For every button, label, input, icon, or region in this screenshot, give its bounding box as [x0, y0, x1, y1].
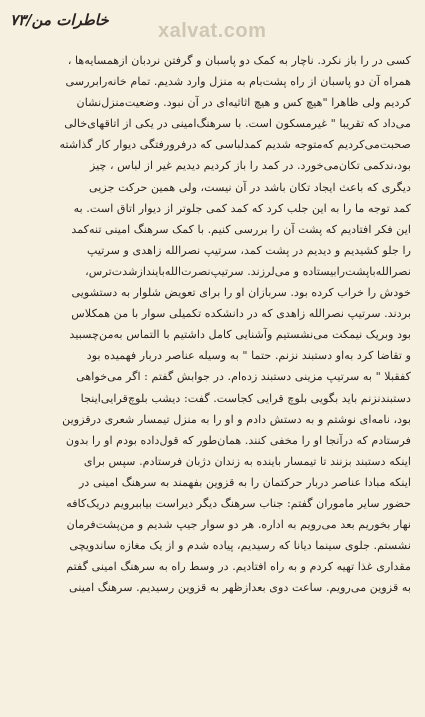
- text-line: کفقبلا " به سرتیپ مزینی دستبند زده‌ام. در جوابش گفتم : اگر می‌خواهی: [76, 370, 411, 384]
- text-line: بردند. سرتیپ نصرالله زاهدی که در دانشکده تکمیلی سوار با من همکلاس: [71, 307, 411, 321]
- text-line: این فکر افتادیم که پشت آن را بررسی کنیم. با کمک سرهنگ امینی تنه‌کمد: [71, 222, 411, 236]
- text-line: همراه آن دو پاسبان از راه پشت‌بام به منزل وارد شدیم. تمام خانه‌رابررسی: [65, 75, 411, 89]
- text-line: اینکه مبادا عناصر دربار حرکتمان را به قزوین بفهمند به سرهنگ امینی در: [79, 475, 411, 489]
- text-line: به قزوین می‌رویم. ساعت دوی بعدازظهر به قزوین رسیدیم. سرهنگ امینی: [69, 581, 411, 595]
- text-line: نشستم. جلوی سینما دیانا که رسیدیم، پیاده شدم و از یک مغازه ساندویچی: [69, 539, 411, 553]
- watermark: xalvat.com: [158, 20, 267, 42]
- page-header: [0, 0, 425, 48]
- running-head: خاطرات من/۷۳: [10, 11, 109, 29]
- text-line: خودش را خراب کرده بود. سربازان او را برای تعویض شلوار به دستشویی: [71, 286, 411, 300]
- text-line: نهار بخوریم بعد می‌رویم به اداره. هر دو سوار جیپ شدیم و من‌پشت‌فرمان: [66, 518, 411, 532]
- text-line: کمد توجه ما را به این جلب کرد که کمد کمی جلوتر از دیوار اتاق است. به: [73, 201, 411, 215]
- text-line: می‌داد که تقریبا " غیرمسکون است. با سرهنگ‌امینی در یکی از اتاقهای‌خالی: [64, 117, 411, 131]
- body-text: [14, 50, 411, 598]
- text-line: حضور سایر ماموران گفتم: جناب سرهنگ دیگر دیراست بیاببرویم دریک‌کافه: [66, 496, 411, 510]
- text-line: اینکه دستبند بزنند تا تیمسار باینده به زندان دژبان فرستادم. سپس برای: [83, 454, 411, 468]
- text-line: فرستادم که درآنجا او را مخفی کنند. همان‌طور که قول‌داده بودم او را بدون: [65, 433, 411, 447]
- text-line: مقداری غذا تهیه کردم و به راه افتادیم. در وسط راه به سرهنگ امینی گفتم: [66, 560, 411, 574]
- text-line: نصرالله‌باپشت‌رابیستاده و می‌لرزند. سرتیپ‌نصرت‌الله‌بایند‌ازشدت‌ترس،: [85, 264, 411, 278]
- text-line: صحبت‌می‌کردیم که‌متوجه شدیم کمدلباسی که درفرورفتگی دیوار کار گذاشته: [59, 138, 411, 152]
- text-line: را جلو کشیدیم و دیدیم در پشت کمد، سرتیپ نصرالله زاهدی و سرتیپ: [86, 243, 411, 257]
- text-line: بود، نامه‌ای نوشتم و به دستش دادم و او را به منزل تیمسار شعری درقزوین: [62, 412, 411, 426]
- text-line: بود وبریک نیمکت می‌نشستیم وآشنایی کامل داشتیم با التماس به‌من‌چسبید: [69, 328, 411, 342]
- text-line: بود،ندکمی تکان‌می‌خورد. در کمد را باز کردیم دیدیم غیر از لباس ، چیز: [89, 159, 411, 173]
- text-line: کسی در را باز نکرد. ناچار به کمک دو پاسبان و گرفتن نردبان ازهمسایه‌ها ،: [67, 54, 411, 67]
- text-line: دستبندنزنم باید بگویی بلوچ قرایی کجاست. گفت: دیشب بلوچ‌قرایی‌اینجا: [80, 391, 411, 405]
- text-line: کردیم ولی ظاهرا "هیچ کس و هیچ اثاثیه‌ای در آن نبود. وضعیت‌منزل‌نشان: [76, 96, 411, 110]
- text-line: دیگری که باعث ایجاد تکان باشد در آن نیست، ولی همین حرکت جزیی: [88, 180, 411, 194]
- text-line: و تقاضا کرد به‌او دستبند نزنم. حتما " به وسیله عناصر دربار فهمیده بود: [86, 349, 411, 363]
